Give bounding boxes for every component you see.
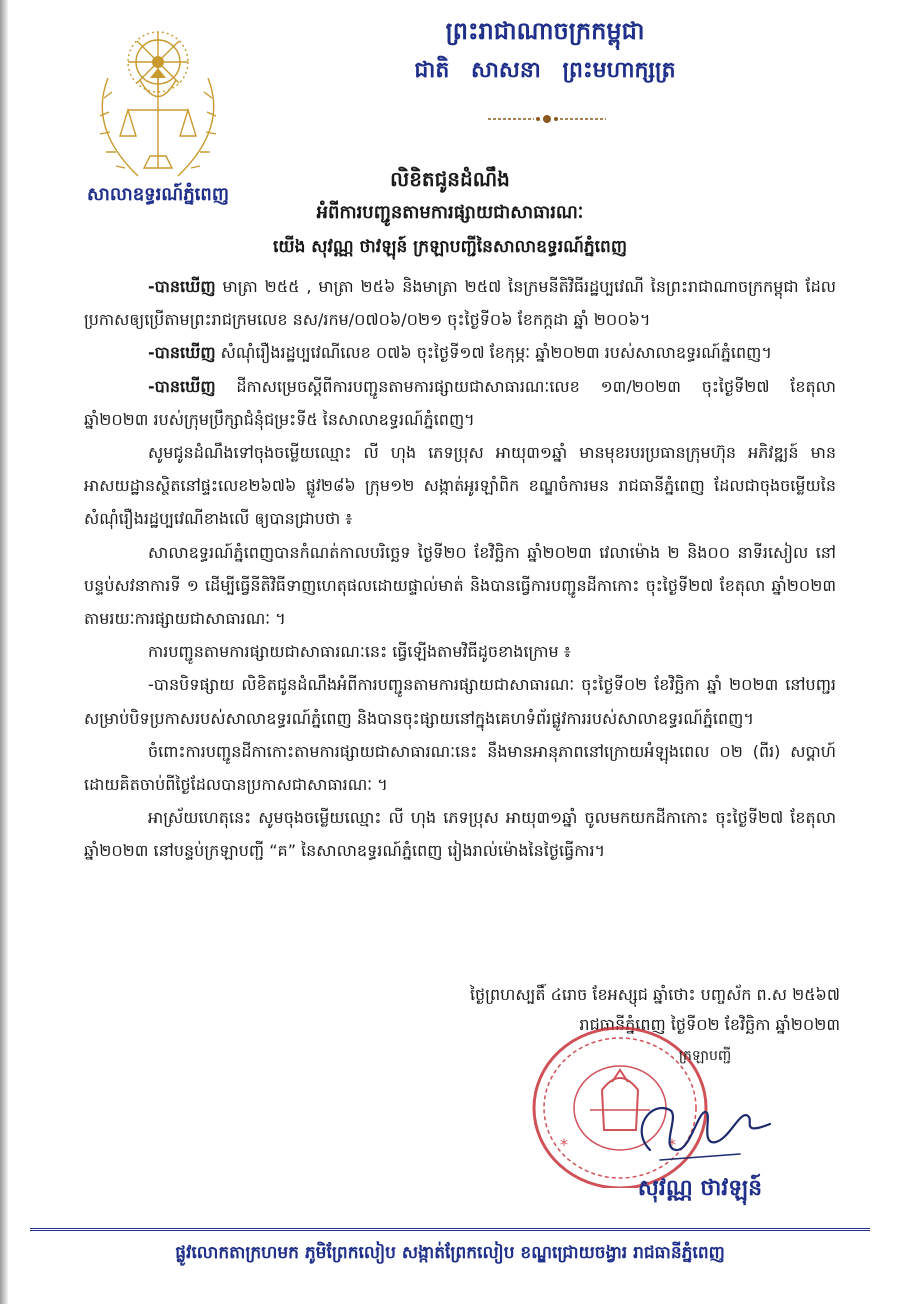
kingdom-heading: ព្រះរាជាណាចក្រកម្ពុជា xyxy=(445,17,645,45)
document-subtitle: អំពីការបញ្ជូនតាមការផ្សាយជាសាធារណៈ xyxy=(316,202,584,223)
ornament-divider xyxy=(488,112,606,126)
paragraph-lead: -បានឃើញ xyxy=(148,376,216,396)
footer-address: ផ្លូវលោកតាក្រហមក ភូមិព្រែកលៀប សង្កាត់ព្រែកលៀប ខណ្ឌជ្រោយចង្វារ រាជធានីភ្នំពេញ xyxy=(175,1243,725,1263)
body-paragraph xyxy=(84,336,836,369)
document-title: លិខិតជូនដំណឹង xyxy=(390,167,510,191)
body-paragraph: សាលាឧទ្ធរណ៍ភ្នំពេញបានកំណត់កាលបរិច្ឆេទ ថ្ងៃទី២០ ខែវិច្ឆិកា ឆ្នាំ២០២៣ វេលាម៉ោង ២ និង០០ នាទីរសៀល នៅបន្ទប់សវនាការទី ១ ដើម្បីធ្វើនីតិវិធីទាញហេតុផលដោយផ្ទាល់មាត់ និងបានធ្វើការបញ្ជូនដីកាកោះ ចុះថ្ងៃទី២៧ ខែតុលា ឆ្នាំ២០២៣ តាមរយៈការផ្សាយជាសាធារណៈ ។ xyxy=(84,542,836,629)
national-motto: ជាតិ សាសនា ព្រះមហាក្សត្រ xyxy=(414,58,676,83)
svg-text:*: * xyxy=(560,1135,568,1154)
body-paragraph xyxy=(84,370,836,436)
page-edge-shadow xyxy=(0,0,8,1304)
body-paragraph: សូមជូនដំណឹងទៅចុងចម្លើយឈ្មោះ លី ហុង ភេទប្រុស អាយុ៣១ឆ្នាំ មានមុខរបរប្រធានក្រុមហ៊ុន អភិវឌ្ឍន៍ មានអាសយដ្ឋានស្ថិតនៅផ្ទះលេខ២៦៧៦ ផ្លូវ២៨៦ ក្រុម១២ សង្កាត់អូរឡាំពិក ខណ្ឌចំការមន រាជធានីភ្នំពេញ ដែលជាចុងចម្លើយនៃសំណុំរឿងរដ្ឋប្បវេណីខាងលើ ឲ្យបានជ្រាបថា ៖ xyxy=(84,443,836,529)
signer-name: សុវណ្ណ ថាវឡុន៍ xyxy=(637,1176,763,1201)
court-emblem-logo xyxy=(78,18,238,186)
paragraph-text: សំណុំរឿងរដ្ឋប្បវេណីលេខ ០៧៦ ចុះថ្ងៃទី១៧ ខែកុម្ភៈ ឆ្នាំ២០២៣ របស់សាលាឧទ្ធរណ៍ភ្នំពេញ។ xyxy=(215,343,772,363)
signatory-role: ក្រឡាបញ្ជី xyxy=(678,1048,732,1064)
solar-date: រាជធានីភ្នំពេញ ថ្ងៃទី០២ ខែវិច្ឆិកា ឆ្នាំ២០២៣ xyxy=(579,1015,840,1034)
svg-text:*: * xyxy=(668,1135,676,1154)
body-paragraph: -បានបិទផ្សាយ លិខិតជូនដំណឹងអំពីការបញ្ជូនតាមការផ្សាយជាសាធារណៈ ចុះថ្ងៃទី០២ ខែវិច្ឆិកា ឆ្នាំ ២០២៣ នៅបញ្ជរសម្រាប់បិទប្រកាសរបស់សាលាឧទ្ធរណ៍ភ្នំពេញ និងបានចុះផ្សាយនៅក្នុងគេហទំព័រផ្លូវការរបស់សាលាឧទ្ធរណ៍ភ្នំពេញ។ xyxy=(84,675,836,728)
issuer-line: យើង សុវណ្ណ ថាវឡុន៍ ក្រឡាបញ្ជីនៃសាលាឧទ្ធរណ៍ភ្នំពេញ xyxy=(272,237,628,257)
document-body xyxy=(84,270,836,868)
body-paragraph xyxy=(84,270,836,336)
paragraph-text: មាត្រា ២៥៥ , មាត្រា ២៥៦ និងមាត្រា ២៥៧ នៃក្រមនីតិវិធីរដ្ឋប្បវេណី នៃព្រះរាជាណាចក្រកម្ពុជា ដែលប្រកាសឲ្យប្រើតាមព្រះរាជក្រមលេខ នស/រកម/០៧០៦/០២១ ចុះថ្ងៃទី០៦ ខែកក្កដា ឆ្នាំ ២០០៦។ xyxy=(84,277,836,330)
court-name: សាលាឧទ្ធរណ៍ភ្នំពេញ xyxy=(87,184,229,205)
body-paragraph: ចំពោះការបញ្ជូនដីកាកោះតាមការផ្សាយជាសាធារណៈនេះ នឹងមានអានុភាពនៅក្រោយអំឡុងពេល ០២ (ពីរ) សប្តាហ៍ ដោយគិតចាប់ពីថ្ងៃដែលបានប្រកាសជាសាធារណៈ ។ xyxy=(84,741,836,795)
body-paragraph: ការបញ្ជូនតាមការផ្សាយជាសាធារណៈនេះ ធ្វើឡើងតាមវិធីដូចខាងក្រោម ៖ xyxy=(148,642,571,662)
paragraph-lead: -បានឃើញ xyxy=(148,343,216,363)
paragraph-text: ដីកាសម្រេចស្តីពីការបញ្ជូនតាមការផ្សាយជាសាធារណៈលេខ ១៣/២០២៣ ចុះថ្ងៃទី២៧ ខែតុលា ឆ្នាំ២០២៣ របស់ក្រុមប្រឹក្សាជំនុំជម្រះទី៥ នៃសាលាឧទ្ធរណ៍ភ្នំពេញ។ xyxy=(84,376,836,429)
lunar-date: ថ្ងៃព្រហស្បតិ៍ ៤រោច ខែអស្សុជ ឆ្នាំថោះ បញ្ចស័ក ព.ស ២៥៦៧ xyxy=(469,985,840,1004)
handwritten-signature xyxy=(620,1090,790,1170)
footer-divider xyxy=(30,1228,870,1231)
body-paragraph: អាស្រ័យហេតុនេះ សូមចុងចម្លើយឈ្មោះ លី ហុង ភេទប្រុស អាយុ៣១ឆ្នាំ ចូលមកយកដីកាកោះ ចុះថ្ងៃទី២៧ ខែតុលា ឆ្នាំ២០២៣ នៅបន្ទប់ក្រឡាបញ្ជី “គ” នៃសាលាឧទ្ធរណ៍ភ្នំពេញ រៀងរាល់ម៉ោងនៃថ្ងៃធ្វើការ។ xyxy=(84,808,836,861)
paragraph-lead: -បានឃើញ xyxy=(148,277,216,296)
